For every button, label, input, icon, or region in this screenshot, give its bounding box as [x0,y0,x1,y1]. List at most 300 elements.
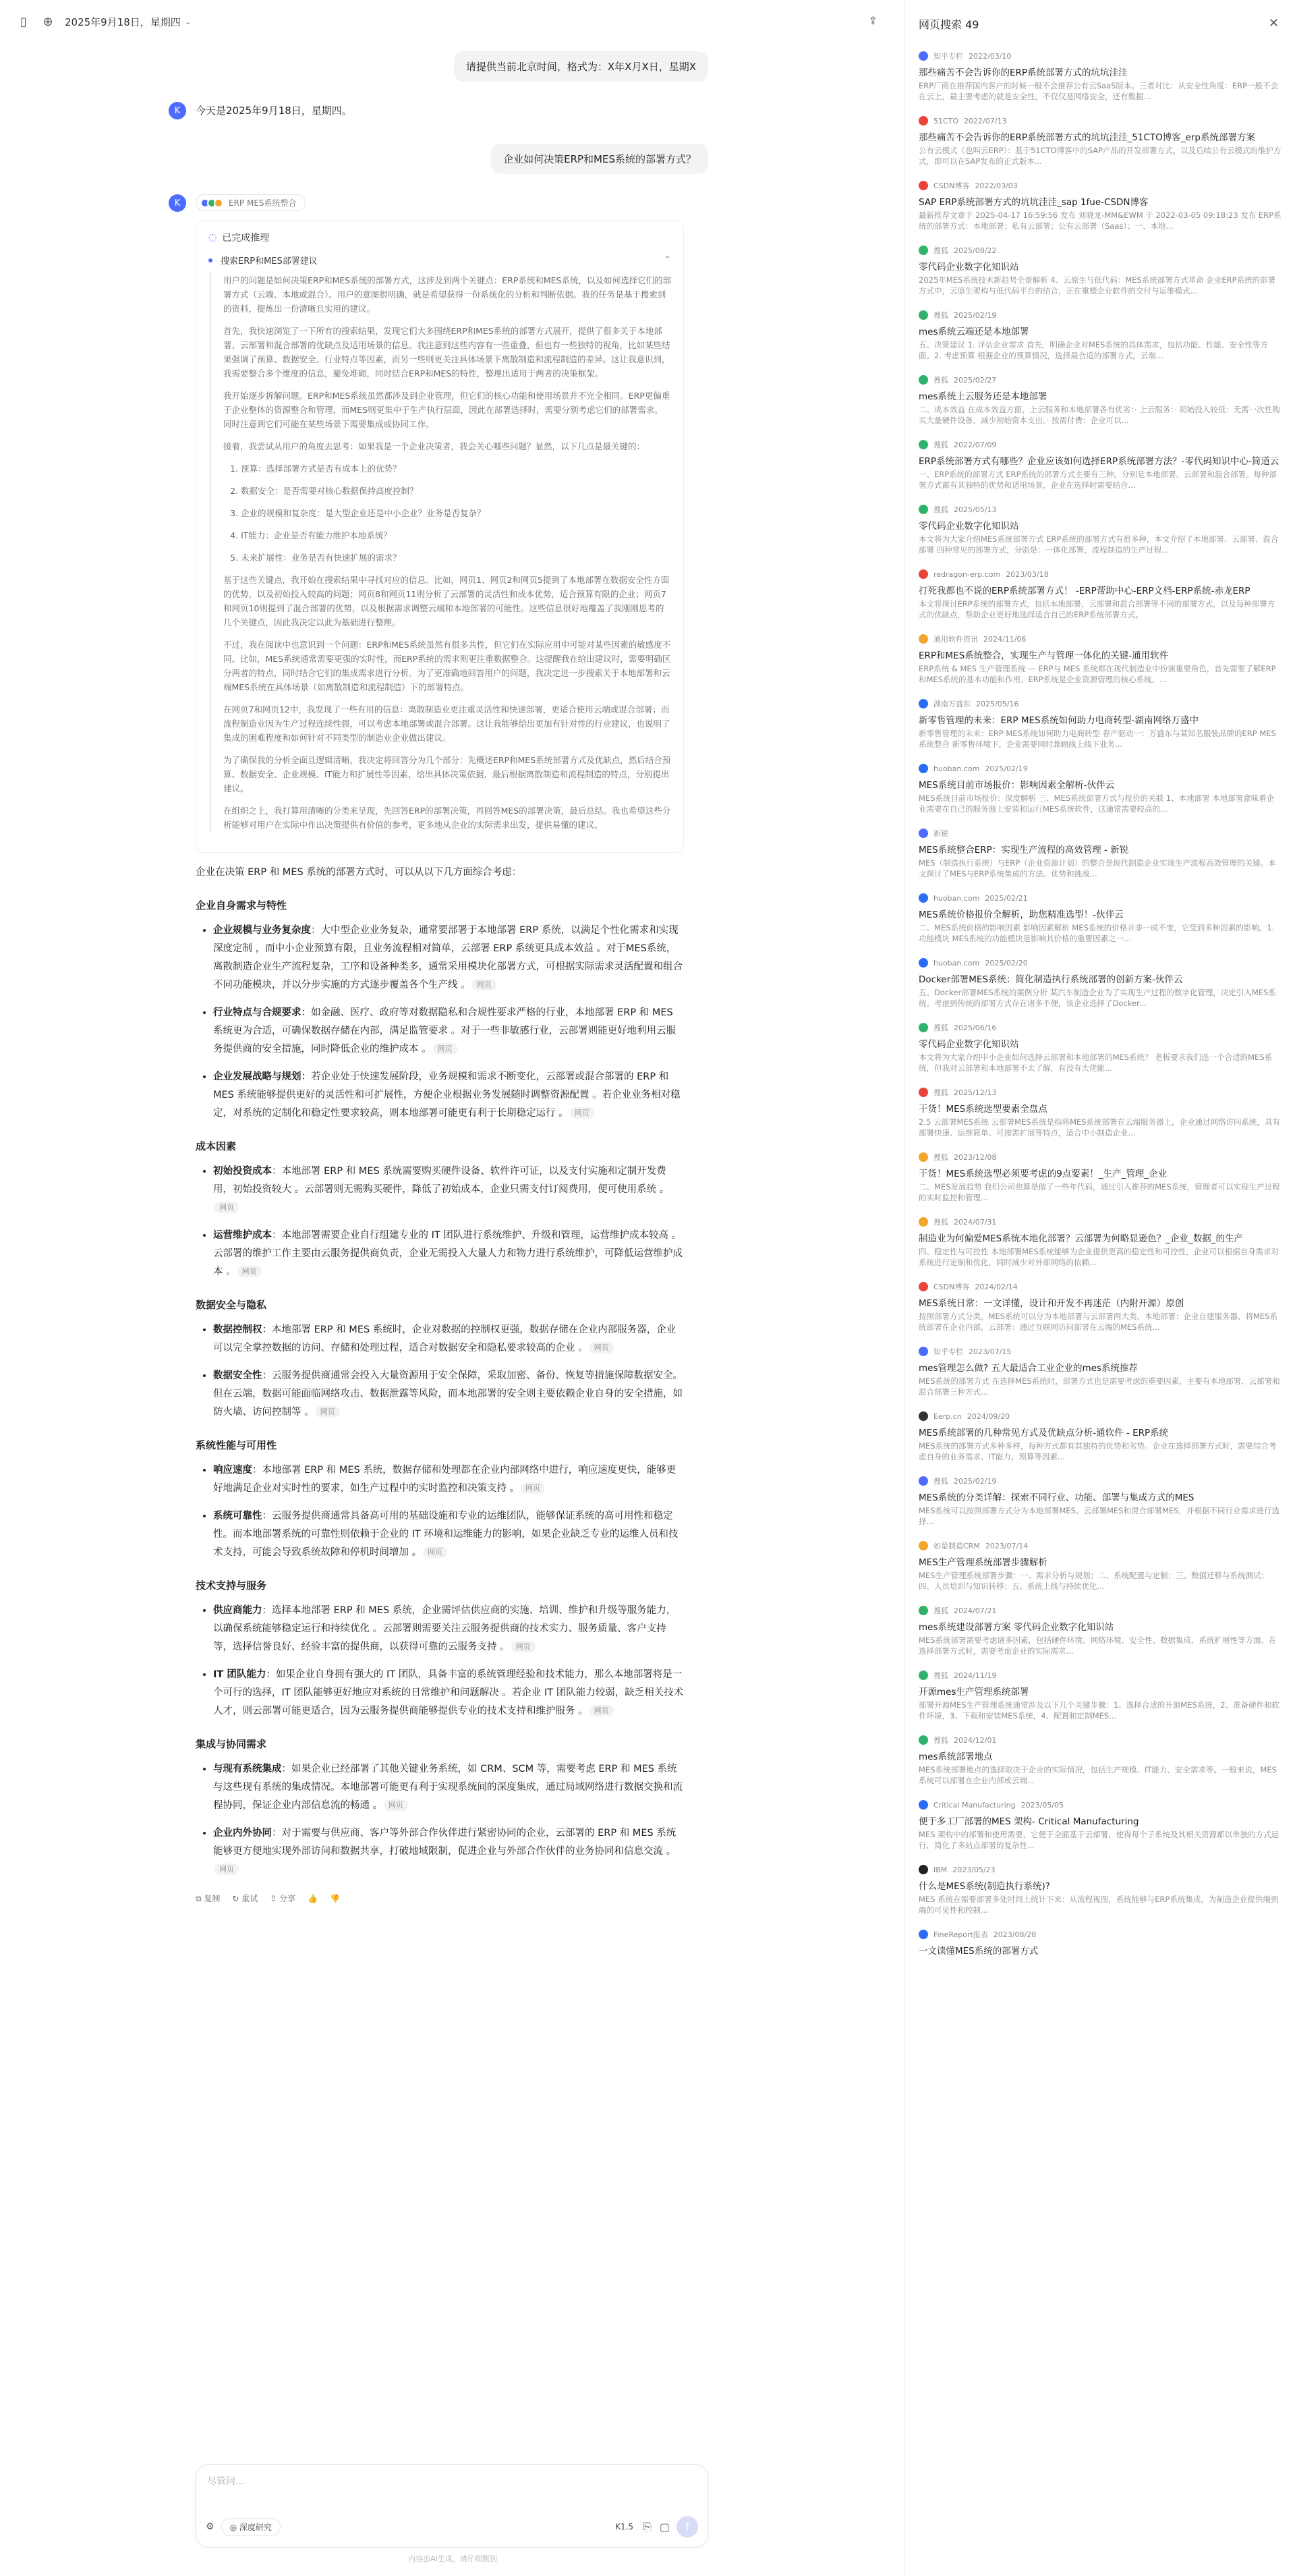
source-title[interactable]: MES系统日常：一文详懂，设计和开发不再迷茫（内附开源）原创 [919,1298,1184,1309]
model-selector[interactable]: K1.5 [615,2522,634,2531]
source-date: 2025/12/13 [954,1088,997,1097]
site-favicon-icon [919,181,928,190]
source-title[interactable]: ERP和MES系统整合，实现生产与管理一体化的关键-通用软件 [919,650,1169,661]
bullet-lead: 企业内外协同 [213,1828,272,1839]
bullet-lead: 运营维护成本 [213,1230,272,1241]
bullet-lead: 系统可靠性 [213,1511,262,1521]
source-site: FineReport报表 [933,1930,988,1939]
reasoning-paragraph: 在网页7和网页12中，我发现了一些有用的信息：离散制造业更注重灵活性和快速部署，更适合使用云端或混合部署；而流程制造业因为生产过程连续性强，可以考虑本地部署或混合部署。这让我能够给出更加有针对性的行业建议，也说明了集成的困难程度和如何针对不同类型的制造业企业做出建议。 [223,704,670,743]
source-site: 如是制造CRM [933,1542,980,1550]
source-item[interactable] [905,1148,1295,1203]
source-meta [919,957,1282,969]
share-icon[interactable]: ⇪ [868,14,877,27]
bullet-text: ：若企业处于快速发展阶段，业务规模和需求不断变化，云部署或混合部署的 ERP 和 MES 系统能够提供更好的灵活性和可扩展性，方便企业根据业务发展随时调整资源配置 。若企业业务相对稳定，对系统的定制化和稳定性要求较高，则本地部署可能更有利于长期稳定运行 。 [213,1071,681,1119]
chevron-up-icon[interactable]: ⌃ [664,255,671,265]
source-item[interactable] [905,1019,1295,1073]
source-item[interactable] [905,47,1295,102]
citation-chip[interactable]: 网页 [316,1406,340,1418]
bullet-lead: 行业特点与合规要求 [213,1007,301,1018]
conversation-title[interactable]: 2025年9月18日，星期四 [65,16,181,28]
source-date: 2023/08/28 [993,1930,1037,1939]
source-title[interactable]: 零代码企业数字化知识站 [919,521,1019,532]
reasoning-list-item: 3. 企业的规模和复杂度：是大型企业还是中小企业？业务是否复杂？ [241,506,671,520]
bullet-text: ：本地部署 ERP 和 MES 系统需要购买硬件设备、软件许可证，以及支付实施和定制开发费用，初始投资较大 。云部署则无需购买硬件，降低了初始成本，企业只需支付订阅费用，便可使用系统 。 [213,1166,670,1195]
sources-chip[interactable] [196,194,306,211]
retry-button[interactable]: ↻ 重试 [232,1894,258,1903]
source-meta [919,1345,1282,1357]
source-snippet: 一、ERP系统的部署方式 ERP系统的部署方式主要有三种，分别是本地部署、云部署和混合部署。每种部署方式都有其独特的优势和适用场景，企业在选择时需要结合... [919,470,1277,490]
source-title[interactable]: 什么是MES系统(制造执行系统)? [919,1881,1050,1892]
site-favicon-icon [919,569,928,579]
source-site: 搜狐 [933,505,948,514]
thumbs-down-icon[interactable]: 👎 [330,1893,341,1903]
source-date: 2025/05/13 [954,505,997,514]
bullet-text: ：本地部署需要企业自行组建专业的 IT 团队进行系统维护、升级和管理，运营维护成本较高 。云部署的维护工作主要由云服务提供商负责，企业无需投入大量人力和物力进行系统维护，可降低运营维护成本 。 [213,1230,683,1277]
source-meta [919,503,1282,515]
bullet-lead: 供应商能力 [213,1605,262,1616]
source-meta [919,1410,1282,1422]
bullet-lead: 与现有系统集成 [213,1764,282,1774]
source-meta [919,374,1282,386]
source-meta [919,1864,1282,1876]
source-item[interactable] [905,824,1295,879]
assistant-avatar: K [169,194,186,212]
reasoning-status: 已完成推理 [222,233,270,244]
source-site: 搜狐 [933,311,948,320]
source-item[interactable] [905,1084,1295,1138]
source-snippet: 新零售管理的未来：ERP MES系统如何助力电商转型 春产驱动一：万盛东与某知名服装品牌的ERP MES系统整合 新零售环境下，企业需要同时兼顾线上线下业务... [919,729,1276,749]
source-meta [919,1928,1282,1940]
research-icon: ◎ [229,2522,237,2532]
reasoning-paragraph: 首先，我快速浏览了一下所有的搜索结果，发现它们大多围绕ERP和MES系统的部署方式展开，提供了很多关于本地部署、云部署和混合部署的优缺点及适用场景的信息。我注意到这些内容有一些重叠，但也有一些独特的视角，比如某些结果强调了预算、数据安全、行业特点等因素，而另一些则更关注具体场景下离散制造和流程制造的差异。这让我意识到，我需要整合多个维度的信息，避免堆砌，同时结合ERP和MES的特性，整理出适用于两者的决策框架。 [223,326,670,379]
bullet-lead: 数据控制权 [213,1324,262,1335]
source-title[interactable]: 一文读懂MES系统的部署方式 [919,1946,1039,1957]
source-title[interactable]: SAP ERP系统部署方式的坑坑洼洼_sap 1fue-CSDN博客 [919,197,1149,208]
source-site: 搜狐 [933,1088,948,1097]
source-date: 2025/02/19 [954,1476,997,1486]
site-favicon-icon [919,1411,928,1421]
share-button[interactable]: ⇪ 分享 [270,1894,296,1903]
source-site: 知乎专栏 [933,1347,963,1356]
source-title[interactable]: 便于多工厂部署的MES 架构- Critical Manufacturing [919,1816,1139,1827]
chevron-down-icon[interactable]: ⌄ [184,17,192,26]
source-title[interactable]: 制造业为何偏爱MES系统本地化部署？云部署为何略显逊色？_企业_数据_的生产 [919,1233,1243,1244]
section-list [196,1602,684,1720]
source-title[interactable]: mes系统云端还是本地部署 [919,327,1029,337]
bullet-text: ：云服务提供商通常具备高可用的基础设施和专业的运维团队，能够保证系统的高可用性和稳定性。而本地部署系统的可靠性则依赖于企业的 IT 环境和运维能力的影响，如果企业缺乏专业的运维人员和技术支持，可能会导致系统故障和停机时间增加 。 [213,1511,679,1558]
source-meta [919,892,1282,904]
source-date: 2023/07/14 [985,1541,1029,1550]
lightbulb-icon: ◌ [208,232,217,243]
bullet-text: ：本地部署 ERP 和 MES 系统时，企业对数据的控制权更强，数据存储在企业内部服务器，企业可以完全掌控数据的访问、存储和处理过程，适合对数据安全和隐私要求较高的企业 。 [213,1324,677,1353]
send-button[interactable]: ↑ [677,2516,698,2538]
answer-bullet [213,922,684,995]
new-chat-icon[interactable]: ⊕ [42,14,53,29]
source-item[interactable] [905,112,1295,167]
source-title[interactable]: 那些痛苦不会告诉你的ERP系统部署方式的坑坑洼洼 [919,67,1128,78]
tools-icon[interactable]: ⚙ [206,2521,214,2532]
source-title[interactable]: 零代码企业数字化知识站 [919,262,1019,273]
bullet-lead: 企业规模与业务复杂度 [213,925,311,936]
source-site: CSDN博客 [933,181,970,190]
source-title[interactable]: 开源mes生产管理系统部署 [919,1687,1029,1698]
source-meta [919,115,1282,127]
source-item[interactable] [905,1731,1295,1786]
source-favicon [214,198,223,208]
source-item[interactable] [905,1602,1295,1656]
source-site: 搜狐 [933,1024,948,1032]
citation-chip[interactable]: 网页 [384,1799,408,1811]
source-date: 2025/02/19 [985,764,1028,773]
answer-bullet [213,1068,684,1123]
thumbs-up-icon[interactable]: 👍 [308,1893,318,1903]
source-site: redragon-erp.com [933,569,1001,579]
source-title[interactable]: mes系统部署地点 [919,1752,993,1762]
source-item[interactable] [905,1537,1295,1592]
source-site: 新锐 [933,829,948,838]
reasoning-paragraph: 在组织之上，我打算用清晰的分类来呈现，先回答ERP的部署决策，再回答MES的部署决策，最后总结。我也希望这些分析能够对用户在实际中作出决策提供有价值的参考，更多地从企业的实际需求出发，提供易懂的建议。 [223,806,671,830]
source-date: 2025/02/19 [954,310,997,320]
source-title[interactable]: 零代码企业数字化知识站 [919,1039,1019,1050]
source-site: 搜狐 [933,1153,948,1162]
source-snippet: 四、稳定性与可控性 本地部署MES系统能够为企业提供更高的稳定性和可控性，企业可以根据自身需求对系统进行定制和优化，同时减少对外部网络的依赖... [919,1247,1279,1267]
answer-intro: 企业在决策 ERP 和 MES 系统的部署方式时，可以从以下几方面综合考虑： [196,867,522,878]
site-favicon-icon [919,1282,928,1291]
source-meta [919,1669,1282,1681]
source-title[interactable]: 新零售管理的未来：ERP MES系统如何助力电商转型-湖南网络万盛中 [919,715,1199,726]
source-snippet: 2025年MES系统技术新趋势全景解析 4、云原生与低代码：MES系统部署方式革命 企业ERP系统的部署方式中，云原生架构与低代码平台的结合，正在重塑企业软件的交付与运维模式... [919,275,1276,296]
bullet-text: ：对于需要与供应商、客户等外部合作伙伴进行紧密协同的企业，云部署的 ERP 和 MES 系统能够更方便地实现外部访问和数据共享，打破地域限制，促进企业与外部合作伙伴的业务协同和信息交流 。 [213,1828,677,1857]
source-item[interactable] [905,1407,1295,1462]
close-icon[interactable]: ✕ [1268,16,1279,30]
site-favicon-icon [919,1217,928,1227]
source-item[interactable] [905,177,1295,231]
source-title[interactable]: MES系统整合ERP：实现生产流程的高效管理 - 新锐 [919,845,1129,856]
source-meta [919,1475,1282,1487]
user-message: 请提供当前北京时间，格式为：X年X月X日，星期X [454,51,708,82]
source-site: 搜狐 [933,441,948,449]
citation-chip[interactable]: 网页 [237,1266,262,1277]
source-meta [919,1086,1282,1098]
source-date: 2022/03/03 [975,181,1018,190]
source-site: 湖南万盛东 [933,700,971,708]
source-item[interactable] [905,630,1295,685]
site-favicon-icon [919,764,928,773]
citation-chip[interactable]: 网页 [433,1043,457,1055]
section-heading: 集成与协同需求 [196,1738,267,1750]
site-favicon-icon [919,375,928,385]
source-snippet: 公有云模式（也叫云ERP）：基于51CTO博客中的SAP产品的开发部署方式。以及后续公有云模式的维护方式，即可以在SAP发布的正式版本... [919,146,1282,166]
source-date: 2024/11/06 [983,634,1027,644]
source-date: 2023/03/18 [1006,569,1049,579]
source-date: 2024/07/31 [954,1217,997,1227]
site-favicon-icon [919,829,928,838]
source-meta [919,1734,1282,1746]
bullet-text: ：如金融、医疗、政府等对数据隐私和合规性要求严格的行业，本地部署 ERP 和 MES 系统更为合适，可确保数据存储在内部，满足监管要求 。对于一些非敏感行业，云部署则能更好地利用云服务提供商的安全措施，同时降低企业的维护成本 。 [213,1007,677,1055]
source-snippet: MES系统部署地点的选择取决于企业的实际情况，包括生产规模、IT能力、安全需求等。一般来说，MES系统可以部署在企业内部或云端... [919,1765,1277,1785]
source-meta [919,1281,1282,1293]
reasoning-paragraph: 接着，我尝试从用户的角度去思考：如果我是一个企业决策者，我会关心哪些问题？显然，以下几点是最关键的： [223,441,645,451]
source-meta [919,439,1282,451]
source-snippet: MES系统的部署方式多种多样，每种方式都有其独特的优势和劣势。企业在选择部署方式时，需要综合考虑自身的业务需求、IT能力、预算等因素... [919,1441,1277,1461]
source-item[interactable] [905,565,1295,620]
source-date: 2025/02/20 [985,958,1028,968]
attach-icon[interactable]: ⎘ [643,2520,652,2533]
source-date: 2023/12/08 [954,1152,997,1162]
source-item[interactable] [905,695,1295,750]
source-snippet: 本文将为大家介绍MES系统部署方式 ERP系统的部署方式有很多种，本文介绍了本地部署、云部署、混合部署 四种常见的部署方式，分别是：一体化部署，流程制造的生产过程... [919,534,1279,555]
source-meta [919,1216,1282,1228]
answer-bullet [213,1760,684,1815]
reasoning-list [223,461,671,565]
reasoning-list-item: 4. IT能力：企业是否有能力维护本地系统？ [241,528,671,542]
source-meta [919,827,1282,839]
site-favicon-icon [919,1930,928,1939]
answer-bullet [213,1666,684,1720]
source-snippet: MES系统目前市场报价：深度解析 三、MES系统部署方式与报价的关联 1、本地部署 本地部署意味着企业需要在自己的服务器上安装和运行MES系统软件，这通常需要较高的... [919,793,1275,814]
source-title[interactable]: ERP系统部署方式有哪些？企业应该如何选择ERP系统部署方法？-零代码知识中心-简道云 [919,456,1279,467]
source-snippet: 2.5 云部署MES系统 云部署MES系统是指将MES系统部署在云端服务器上，企业通过网络访问系统，具有部署快速、运维简单、可按需扩展等特点，适合中小制造企业... [919,1117,1281,1138]
step-bullet-icon [208,258,212,262]
source-site: 知乎专栏 [933,52,963,61]
source-site: IBM [933,1865,948,1874]
answer-bullet [213,1227,684,1281]
source-item[interactable] [905,1278,1295,1333]
source-site: huoban.com [933,893,980,903]
bullet-lead: 企业发展战略与规划 [213,1071,301,1082]
bullet-lead: IT 团队能力 [213,1669,266,1680]
source-title[interactable]: mes系统建设部署方案 零代码企业数字化知识站 [919,1622,1114,1633]
citation-chip[interactable]: 网页 [423,1546,447,1558]
site-favicon-icon [919,1347,928,1356]
reasoning-body [210,273,671,832]
section-list [196,1461,684,1562]
source-date: 2025/06/16 [954,1023,997,1032]
source-meta [919,698,1282,710]
reasoning-paragraph: 为了确保我的分析全面且逻辑清晰，我决定将回答分为几个部分：先概述ERP和MES系统部署方式及优缺点，然后结合预算、数据安全、企业规模、IT能力和扩展性等因素，给出具体决策依据，最后根据离散制造和流程制造的特点，分别提出建议。 [223,755,671,793]
source-date: 2025/02/27 [954,375,997,385]
source-snippet: 按照部署方式分类，MES系统可以分为本地部署与云部署两大类，本地部署：企业自建服务器，将MES系统部署在企业内部，云部署：通过互联网访问部署在云端的MES系统... [919,1312,1277,1332]
message-input[interactable] [207,2474,693,2501]
source-snippet: MES系统部署需要考虑诸多因素，包括硬件环境、网络环境、安全性、数据集成、系统扩展性等方面。在选择部署方式时，需要考虑企业的实际需求... [919,1635,1277,1656]
source-title[interactable]: MES系统目前市场报价：影响因素全解析-伙伴云 [919,780,1115,791]
source-title[interactable]: 那些痛苦不会告诉你的ERP系统部署方式的坑坑洼洼_51CTO博客_erp系统部署方案 [919,132,1255,143]
source-date: 2025/02/21 [985,893,1028,903]
reasoning-paragraph: 基于这些关键点，我开始在搜索结果中寻找对应的信息。比如，网页1、网页2和网页5提到了本地部署在数据安全性方面的优势，以及初始投入较高的问题；网页8和网页11则分析了云部署的灵活性和成本优势，适合预算有限的企业；网页7和网页10则提到了混合部署的优势，以及根据需求调整云端和本地部署的可能性。这些信息很好地覆盖了我刚刚思考的几个关键点，因此我决定以此为基础进行整理。 [223,575,670,627]
site-favicon-icon [919,51,928,61]
source-snippet: 二、MES系统价格的影响因素 影响因素解析 MES系统的价格并非一成不变，它受到多种因素的影响。1. 功能模块 MES系统的功能模块是影响其价格的重要因素之一... [919,923,1275,943]
citation-chip[interactable]: 网页 [589,1705,614,1716]
source-snippet: MES 架构中的部署和使用需要，它便于全面基于云部署，使得每个子系统及其相关资源都以单独的方式运行，简化了多站点部署的复杂性... [919,1830,1279,1850]
answer-bullet [213,1163,684,1217]
ai-message-text: 今天是2025年9月18日，星期四。 [196,105,352,117]
source-title[interactable]: mes管理怎么做? 五大最适合工业企业的mes系统推荐 [919,1363,1138,1374]
source-site: 搜狐 [933,1671,948,1680]
source-item[interactable] [905,760,1295,814]
source-date: 2024/09/20 [967,1411,1010,1421]
source-meta [919,1151,1282,1163]
reasoning-step[interactable] [208,254,671,267]
sidebar-toggle-icon[interactable]: ▯ [20,14,27,29]
source-meta [919,568,1282,580]
bullet-lead: 数据安全性 [213,1370,262,1381]
citation-chip[interactable]: 网页 [511,1641,536,1652]
site-favicon-icon [919,699,928,708]
ai-message [174,102,708,119]
source-snippet: MES生产管理系统部署步骤：一、需求分析与规划；二、系统配置与定制；三、数据迁移与系统测试；四、人员培训与知识转移；五、系统上线与持续优化... [919,1571,1269,1591]
answer-actions [196,1893,684,1904]
bullet-text: ：本地部署 ERP 和 MES 系统，数据存储和处理都在企业内部网络中进行，响应速度更快，能够更好地满足企业对实时性的要求，如生产过程中的实时监控和决策支持 。 [213,1465,677,1494]
source-site: 搜狐 [933,1606,948,1615]
bullet-text: ：大中型企业业务复杂，通常要部署于本地部署 ERP 系统，以满足个性化需求和实现深度定制 ，而中小企业预算有限，且业务流程相对简单，云部署 ERP 系统更具成本效益 。对于MES系统，离散制造企业生产流程复杂，工序和设备种类多，通常采用模块化部署方式，可根据实际需求灵活配置和组合不同功能模块，并以分步实施的方式逐步覆盖各个生产线 。 [213,925,683,990]
search-sidebar [905,0,1295,2576]
answer-bullet [213,1824,684,1879]
source-snippet: MES 系统在需要部署多处时间上统计下来：从流程视图，系统能够与ERP系统集成，为制造企业提供端到端的可见性和控制... [919,1895,1279,1915]
citation-chip[interactable]: 网页 [214,1864,239,1875]
source-title[interactable]: 干货！MES系统选型要素全盘点 [919,1104,1047,1115]
source-date: 2024/07/21 [954,1606,997,1615]
source-item[interactable] [905,436,1295,491]
source-item[interactable] [905,1343,1295,1397]
source-date: 2024/02/14 [975,1282,1018,1291]
reasoning-paragraph: 不过，我在阅读中也意识到一个问题：ERP和MES系统虽然有很多共性，但它们在实际应用中可能对某些因素的敏感度不同。比如，MES系统通常需要更强的实时性，而ERP系统的需求则更注重数据整合。这提醒我在给出建议时，需要明确区分两者的特点，同时结合它们的集成需求进行分析。为了更准确地回答用户的问题，我决定进一步搜索关于本地部署和云端MES系统在具体场景（如离散制造和流程制造）下的部署特点。 [223,640,671,692]
source-item[interactable] [905,954,1295,1009]
source-snippet: 部署开源MES生产管理系统通常涉及以下几个关键步骤：1、选择合适的开源MES系统，2、准备硬件和软件环境，3、下载和安装MES系统，4、配置和定制MES... [919,1700,1280,1720]
source-site: 搜狐 [933,1736,948,1745]
site-favicon-icon [919,1865,928,1874]
source-meta [919,1799,1282,1811]
top-bar [0,0,904,43]
citation-chip[interactable]: 网页 [570,1107,594,1119]
message-composer [196,2464,708,2548]
bullet-lead: 初始投资成本 [213,1166,272,1177]
source-item[interactable] [905,1667,1295,1721]
source-site: 通用软件资讯 [933,635,978,644]
source-site: 搜狐 [933,1218,948,1227]
source-meta [919,244,1282,256]
user-message: 企业如何决策ERP和MES系统的部署方式？ [491,144,708,174]
copy-button[interactable]: ⧉ 复制 [196,1894,221,1903]
source-item[interactable] [905,306,1295,361]
site-favicon-icon [919,1541,928,1550]
site-favicon-icon [919,246,928,255]
source-site: Eerp.cn [933,1411,962,1421]
ai-answer [174,194,708,1904]
site-favicon-icon [919,893,928,903]
source-item[interactable] [905,1213,1295,1268]
source-site: huoban.com [933,764,980,773]
source-snippet: 本文将为大家介绍中小企业如何选择云部署和本地部署的MES系统？ 老板要求我们选一个合适的MES系统，但我对云部署和本地部署不太了解，有没有大佬能... [919,1053,1273,1073]
chat-thread [174,42,708,1928]
source-title[interactable]: MES生产管理系统部署步骤解析 [919,1557,1047,1568]
reasoning-paragraph: 我开始逐步拆解问题。ERP和MES系统虽然都涉及到企业管理，但它们的核心功能和使用场景并不完全相同。ERP更偏重于企业整体的资源整合和管理，而MES则更集中于生产执行层面，因此在部署选择时，需要分别考虑它们的部署需求。同时注意到它们可能在某些场景下需要集成或协同工作。 [223,391,670,429]
box-icon[interactable]: ▢ [659,2520,670,2533]
answer-bullet [213,1461,684,1498]
section-heading: 成本因素 [196,1140,237,1152]
source-site: huoban.com [933,958,980,968]
source-meta [919,309,1282,321]
answer-bullet [213,1321,684,1357]
site-favicon-icon [919,310,928,320]
source-site: 搜狐 [933,1477,948,1486]
source-date: 2022/07/13 [964,116,1007,125]
answer-body [196,864,684,1879]
assistant-avatar: K [169,102,186,119]
site-favicon-icon [919,440,928,449]
source-title[interactable]: MES系统价格报价全解析，助您精准选型！-伙伴云 [919,909,1124,920]
site-favicon-icon [919,1800,928,1810]
reasoning-paragraph: 用户的问题是如何决策ERP和MES系统的部署方式，这涉及到两个关键点：ERP系统和MES系统，以及如何选择它们的部署方式（云端、本地或混合）。用户的意图很明确，就是希望获得一份系统化的分析和判断依据。我的任务是基于搜索到的资料，提炼出一份清晰且实用的建议。 [223,275,671,314]
source-item[interactable] [905,1472,1295,1527]
source-title[interactable]: 干货！MES系统选型必须要考虑的9点要素！_生产_管理_企业 [919,1169,1168,1179]
bullet-text: ：如果企业自身拥有强大的 IT 团队，具备丰富的系统管理经验和技术能力，那么本地部署将是一个可行的选择，IT 团队能够更好地应对系统的日常维护和问题解决 。若企业 IT 团队能力较弱，缺乏相关技术人才，则云部署可能更适合，因为云服务提供商能够提供专业的技术支持和维护服务 。 [213,1669,684,1716]
source-meta [919,179,1282,192]
citation-chip[interactable]: 网页 [589,1342,614,1353]
citation-chip[interactable]: 网页 [472,979,496,990]
citation-chip[interactable]: 网页 [521,1482,545,1494]
reasoning-list-item: 2. 数据安全：是否需要对核心数据保持高度控制？ [241,484,671,498]
answer-bullet [213,1507,684,1562]
source-date: 2022/07/09 [954,440,997,449]
source-date: 2024/11/19 [954,1671,997,1680]
source-meta [919,1021,1282,1034]
source-title[interactable]: MES系统的分类详解：探索不同行业、功能、部署与集成方式的MES [919,1492,1195,1503]
source-item[interactable] [905,1796,1295,1851]
source-item[interactable] [905,1926,1295,1980]
source-item[interactable] [905,1861,1295,1915]
site-favicon-icon [919,116,928,125]
reasoning-list-item: 1. 预算：选择部署方式是否有成本上的优势？ [241,461,671,476]
source-item[interactable] [905,371,1295,426]
site-favicon-icon [919,505,928,514]
section-list [196,922,684,1123]
source-date: 2023/05/23 [952,1865,996,1874]
source-title[interactable]: Docker部署MES系统：简化制造执行系统部署的创新方案-伙伴云 [919,974,1183,985]
source-snippet: 五、Docker部署MES系统的案例分析 某汽车制造企业为了实现生产过程的数字化管理，决定引入MES系统。考虑到传统的部署方式存在诸多不便，该企业选择了Docker... [919,988,1276,1008]
source-meta [919,762,1282,775]
source-meta [919,1604,1282,1617]
source-snippet: MES（制造执行系统）与ERP（企业资源计划）的整合是现代制造企业实现生产流程高效管理的关键。本文探讨了MES与ERP系统集成的方法、优势和挑战... [919,858,1276,878]
source-title[interactable]: mes系统上云服务还是本地部署 [919,391,1047,402]
site-favicon-icon [919,1152,928,1162]
source-list [905,47,1295,1980]
source-site: 搜狐 [933,246,948,255]
source-snippet: 最新推荐文章于 2025-04-17 16:59:56 发布 刘晓龙-MM&EWM 于 2022-03-05 09:18:23 发布 ERP系统的部署方式：本地部署；私有云部署；公有云部署（Saas）；一、本地... [919,211,1282,231]
source-title[interactable]: 打死我都也不说的ERP系统部署方式！ -ERP帮助中心-ERP文档-ERP系统-赤龙ERP [919,586,1250,596]
source-site: 搜狐 [933,376,948,385]
section-heading: 企业自身需求与特性 [196,899,287,912]
disclaimer: 内容由AI生成，请仔细甄别 [408,2554,497,2563]
section-heading: 系统性能与可用性 [196,1439,277,1451]
reasoning-header[interactable] [208,231,671,244]
bullet-text: ：云服务提供商通常会投入大量资源用于安全保障，采取加密、备份、恢复等措施保障数据安全。但在云端，数据可能面临网络攻击、数据泄露等风险，而本地部署的安全则主要依赖企业自身的安全措施，如防火墙、访问控制等 。 [213,1370,683,1418]
reasoning-panel [196,221,684,853]
source-title[interactable]: MES系统部署的几种常见方式及优缺点分析-通软件 - ERP系统 [919,1428,1169,1438]
source-site: CSDN博客 [933,1283,970,1291]
deep-research-toggle[interactable]: ◎ 深度研究 [221,2518,281,2536]
site-favicon-icon [919,1476,928,1486]
source-meta [919,1540,1282,1552]
sidebar-title: 网页搜索 49 [919,18,979,31]
section-heading: 技术支持与服务 [196,1579,267,1592]
citation-chip[interactable]: 网页 [214,1202,239,1213]
site-favicon-icon [919,958,928,968]
answer-bullet [213,1602,684,1656]
source-item[interactable] [905,501,1295,555]
source-item[interactable] [905,889,1295,944]
answer-bullet [213,1367,684,1422]
source-item[interactable] [905,242,1295,296]
